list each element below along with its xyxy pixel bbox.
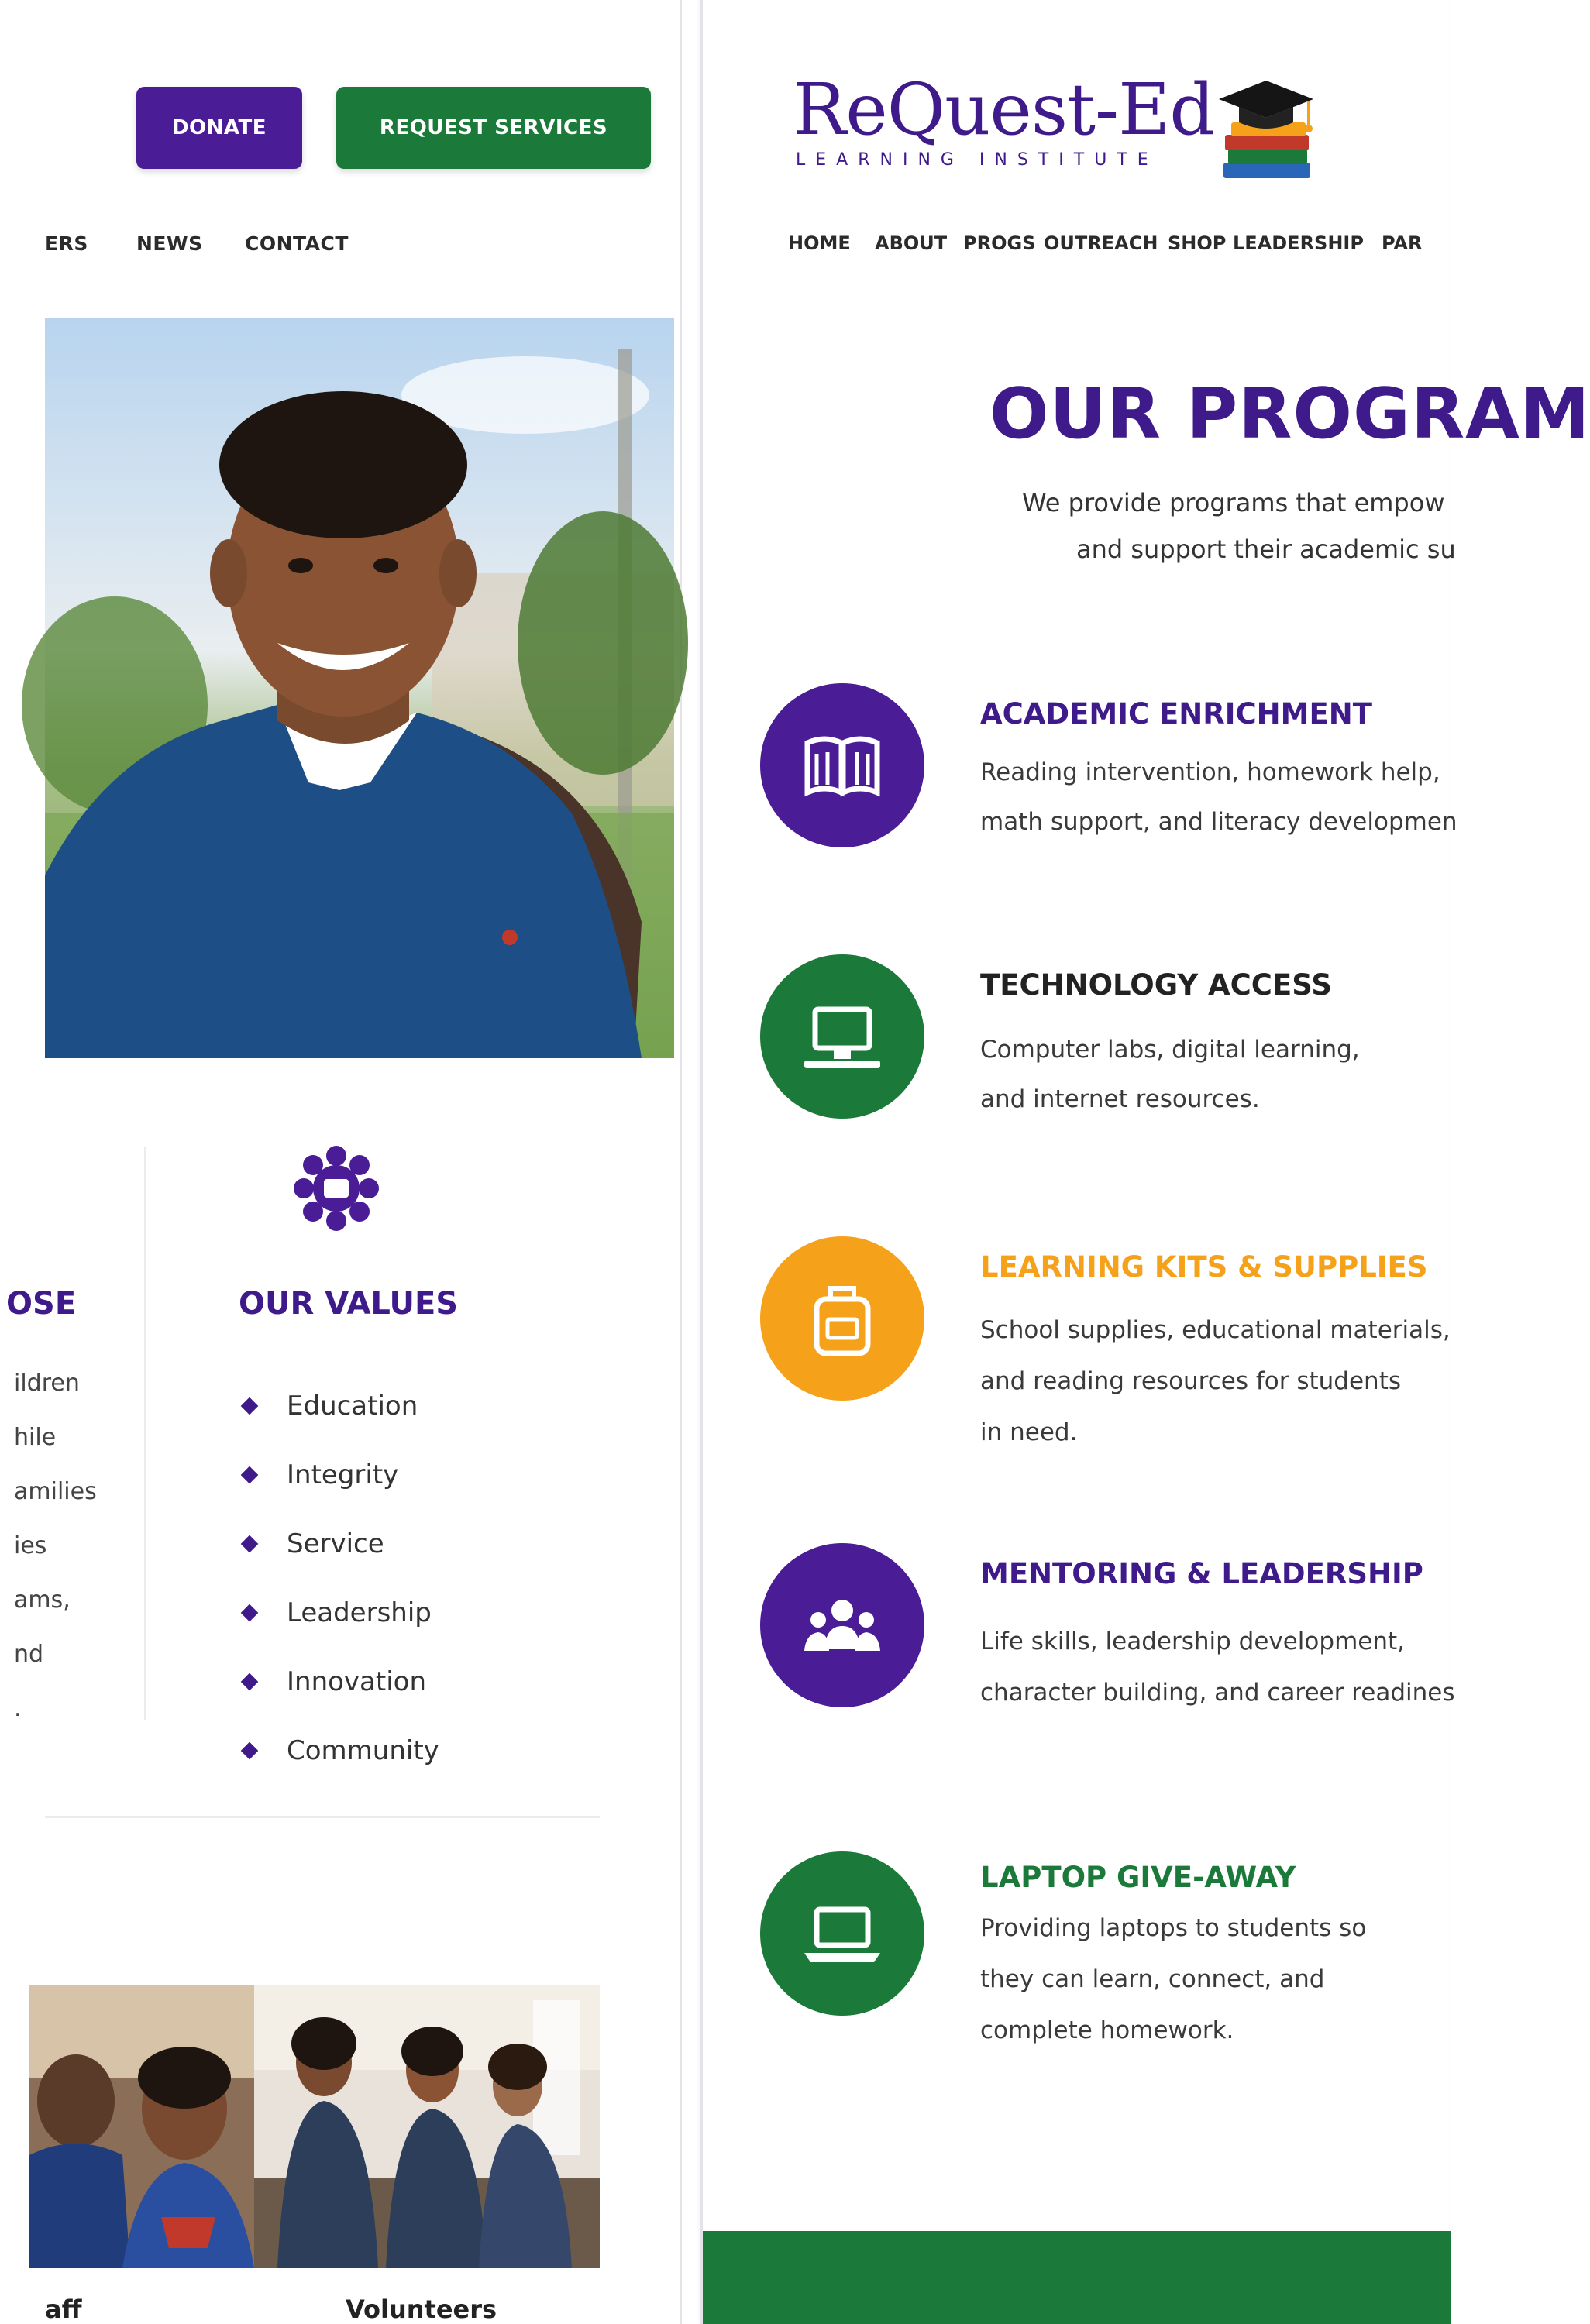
value-label: Service — [287, 1528, 384, 1559]
program-description: and internet resources. — [980, 1085, 1260, 1113]
value-label: Innovation — [287, 1666, 427, 1697]
diamond-bullet-icon — [241, 1535, 259, 1552]
nav-item-outreach[interactable]: OUTREACH — [1044, 232, 1158, 254]
purpose-text-line: ams, — [14, 1587, 71, 1614]
graduation-cap-books-icon — [1216, 76, 1316, 184]
footer-band — [703, 2231, 1451, 2324]
program-description: Computer labs, digital learning, — [980, 1036, 1360, 1064]
program-description: School supplies, educational materials, — [980, 1316, 1451, 1344]
purpose-text-line: amilies — [14, 1478, 97, 1505]
program-description: Providing laptops to students so — [980, 1914, 1367, 1942]
volunteers-caption: Volunteers — [346, 2295, 497, 2324]
program-title: LEARNING KITS & SUPPLIES — [980, 1250, 1428, 1284]
program-description: in need. — [980, 1418, 1078, 1446]
book-icon — [760, 683, 924, 847]
program-technology-access[interactable] — [760, 954, 1442, 1133]
diamond-bullet-icon — [241, 1604, 259, 1621]
program-title: LAPTOP GIVE-AWAY — [980, 1861, 1296, 1894]
people-icon — [760, 1543, 924, 1707]
staff-caption: aff — [45, 2295, 82, 2324]
list-item — [239, 1371, 439, 1440]
list-item — [239, 1716, 439, 1785]
logo-tagline: LEARNING INSTITUTE — [796, 150, 1158, 170]
program-laptop-giveaway[interactable] — [760, 1847, 1442, 2079]
intro-text-line: We provide programs that empow — [1022, 488, 1445, 517]
laptop-icon — [760, 1851, 924, 2016]
nav-item-programs[interactable]: PROGS — [963, 232, 1036, 254]
page-title: OUR PROGRAM — [989, 373, 1590, 455]
values-title: OUR VALUES — [239, 1286, 459, 1322]
program-description: and reading resources for students — [980, 1367, 1401, 1395]
left-page-panel — [6, 0, 682, 2324]
diamond-bullet-icon — [241, 1673, 259, 1690]
program-title: ACADEMIC ENRICHMENT — [980, 697, 1372, 731]
value-label: Education — [287, 1390, 418, 1422]
donate-button[interactable]: DONATE — [136, 87, 302, 169]
purpose-text-line: . — [14, 1695, 22, 1722]
purpose-text-line: hile — [14, 1424, 57, 1451]
nav-item-shop[interactable]: SHOP — [1168, 232, 1227, 254]
program-description: they can learn, connect, and — [980, 1965, 1325, 1993]
nav-item-partners[interactable]: PAR — [1382, 232, 1423, 254]
nav-item-about[interactable]: ABOUT — [875, 232, 948, 254]
program-description: Reading intervention, homework help, — [980, 758, 1440, 786]
nav-item-partners[interactable]: ERS — [45, 232, 88, 255]
list-item — [239, 1440, 439, 1509]
program-description: complete homework. — [980, 2016, 1234, 2044]
program-title: TECHNOLOGY ACCESS — [980, 968, 1332, 1002]
program-description: character building, and career readines — [980, 1679, 1455, 1707]
diamond-bullet-icon — [241, 1741, 259, 1759]
nav-item-contact[interactable]: CONTACT — [245, 232, 349, 255]
section-divider — [45, 1816, 600, 1818]
computer-icon — [760, 954, 924, 1119]
purpose-title: OSE — [6, 1286, 77, 1322]
staff-photo[interactable] — [29, 1985, 267, 2268]
hero-photo — [45, 318, 674, 1058]
value-label: Leadership — [287, 1597, 432, 1628]
value-label: Integrity — [287, 1459, 399, 1490]
values-list — [239, 1371, 439, 1785]
purpose-text-line: ildren — [14, 1370, 80, 1397]
program-academic-enrichment[interactable] — [760, 683, 1458, 861]
program-learning-kits[interactable] — [760, 1236, 1451, 1469]
program-description: Life skills, leadership development, — [980, 1628, 1405, 1655]
purpose-text-line: ies — [14, 1532, 47, 1559]
column-divider — [144, 1147, 146, 1720]
nav-item-home[interactable]: HOME — [788, 232, 851, 254]
request-services-button[interactable]: REQUEST SERVICES — [336, 87, 651, 169]
values-flower-icon — [291, 1143, 381, 1233]
program-description: math support, and literacy developmen — [980, 808, 1458, 836]
purpose-text-line: nd — [14, 1641, 44, 1668]
diamond-bullet-icon — [241, 1397, 259, 1415]
diamond-bullet-icon — [241, 1466, 259, 1483]
volunteers-photo[interactable] — [254, 1985, 600, 2268]
program-mentoring-leadership[interactable] — [760, 1543, 1455, 1721]
list-item — [239, 1647, 439, 1716]
backpack-icon — [760, 1236, 924, 1401]
nav-item-leadership[interactable]: LEADERSHIP — [1233, 232, 1364, 254]
program-title: MENTORING & LEADERSHIP — [980, 1557, 1423, 1590]
intro-text-line: and support their academic su — [1076, 535, 1456, 564]
right-page-panel — [700, 0, 1590, 2324]
value-label: Community — [287, 1734, 439, 1766]
list-item — [239, 1578, 439, 1647]
list-item — [239, 1509, 439, 1578]
nav-item-news[interactable]: NEWS — [136, 232, 203, 255]
site-logo[interactable]: ReQuest-Ed — [793, 68, 1215, 151]
